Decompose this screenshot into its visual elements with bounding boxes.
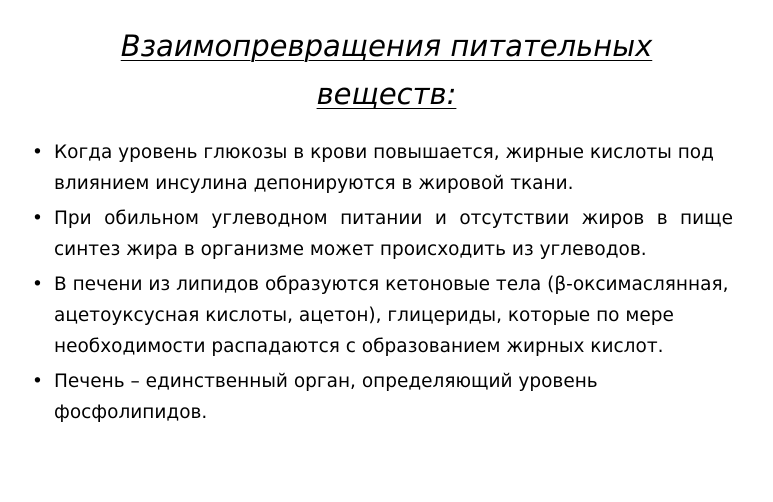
bullet-dot-icon: • xyxy=(32,371,43,392)
bullet-dot-icon: • xyxy=(32,208,43,229)
bullet-text-3: В печени из липидов образуются кетоновые тела (β-оксимаслянная, ацетоуксусная кислоты, ацетон), глицериды, которые по мере необходимости распадаются с образованием жирных кислот. xyxy=(54,274,729,357)
bullet-dot-icon: • xyxy=(32,142,43,163)
bullet-text-1: Когда уровень глюкозы в крови повышается, жирные кислоты под влиянием инсулина депонируются в жировой ткани. xyxy=(54,142,714,194)
bullet-dot-icon: • xyxy=(32,274,43,295)
bullet-item-1 xyxy=(32,137,733,199)
bullet-item-4 xyxy=(32,366,733,428)
bullet-item-2 xyxy=(32,203,733,265)
slide-title xyxy=(40,22,733,118)
bullet-item-3 xyxy=(32,269,733,362)
bullet-text-4: Печень – единственный орган, определяющий уровень фосфолипидов. xyxy=(54,371,598,423)
slide-title-line-2: веществ: xyxy=(316,77,457,111)
bullet-text-2: При обильном углеводном питании и отсутствии жиров в пище синтез жира в организме может происходить из углеводов. xyxy=(54,208,733,260)
bullet-list xyxy=(32,137,733,432)
slide-title-line-1: Взаимопревращения питательных xyxy=(120,29,653,63)
